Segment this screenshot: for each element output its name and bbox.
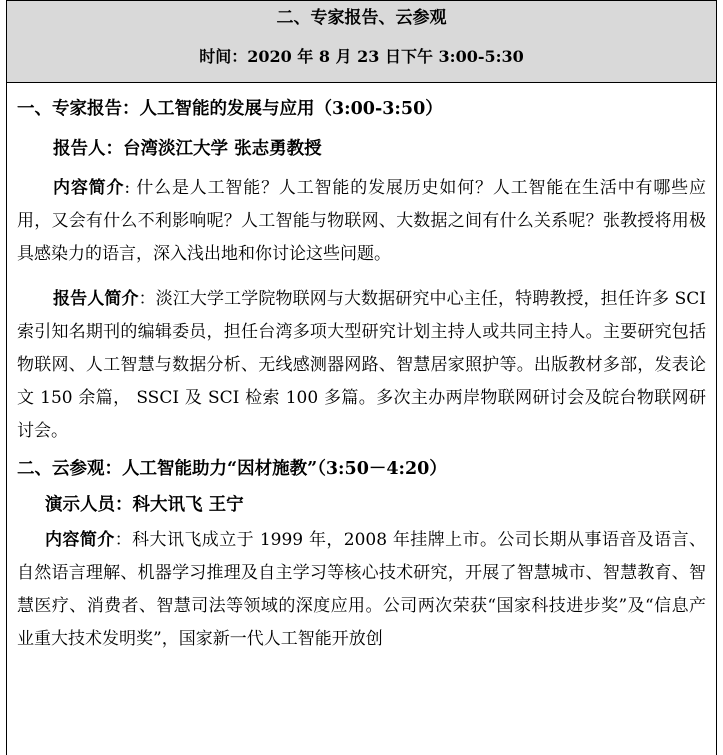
document-table bbox=[6, 0, 717, 755]
bio-text: ：淡江大学工学院物联网与大数据研究中心主任，特聘教授，担任许多 SCI 索引知名期刊的编辑委员，担任台湾多项大型研究计划主持人或共同主持人。主要研究包括物联网、人工智慧与数据分析、无线感测器网路、智慧居家照护等。出版教材多部，发表论文 150 余篇， SSCI 及 SCI 检索 100 多篇。多次主办两岸物联网研讨会及皖台物联网研讨会。 bbox=[17, 289, 706, 441]
content-text: : 什么是人工智能？人工智能的发展历史如何？人工智能在生活中有哪些应用，又会有什么不利影响呢？人工智能与物联网、大数据之间有什么关系呢？张教授将用极具感染力的语言，深入浅出地和你讨论这些问题。 bbox=[17, 178, 706, 264]
table-header bbox=[7, 0, 716, 83]
bio-label: 报告人简介 bbox=[53, 289, 139, 309]
section-1-bio-paragraph bbox=[17, 283, 706, 448]
section-2-content-paragraph bbox=[17, 524, 706, 656]
content-label-2: 内容简介 bbox=[45, 530, 115, 550]
section-2-heading: 二、云参观：人工智能助力“因材施教”（3:50－4:20） bbox=[17, 459, 447, 479]
header-title: 二、专家报告、云参观 bbox=[276, 8, 447, 28]
section-1-heading: 一、专家报告：人工智能的发展与应用（3:00-3:50） bbox=[17, 99, 443, 119]
content-label: 内容简介 bbox=[53, 178, 125, 198]
section-2-demo: 演示人员：科大讯飞 王宁 bbox=[45, 495, 244, 515]
table-body bbox=[7, 98, 716, 656]
section-1-speaker: 报告人：台湾淡江大学 张志勇教授 bbox=[53, 139, 322, 159]
section-1-content-paragraph bbox=[17, 172, 706, 271]
header-time: 时间：2020 年 8 月 23 日下午 3:00-5:30 bbox=[199, 47, 524, 66]
content-text-2: ：科大讯飞成立于 1999 年，2008 年挂牌上市。公司长期从事语音及语言、自然语言理解、机器学习推理及自主学习等核心技术研究，开展了智慧城市、智慧教育、智慧医疗、消费者、智慧司法等领域的深度应用。公司两次荣获“国家科技进步奖”及“信息产业重大技术发明奖”，国家新一代人工智能开放创 bbox=[17, 530, 706, 649]
